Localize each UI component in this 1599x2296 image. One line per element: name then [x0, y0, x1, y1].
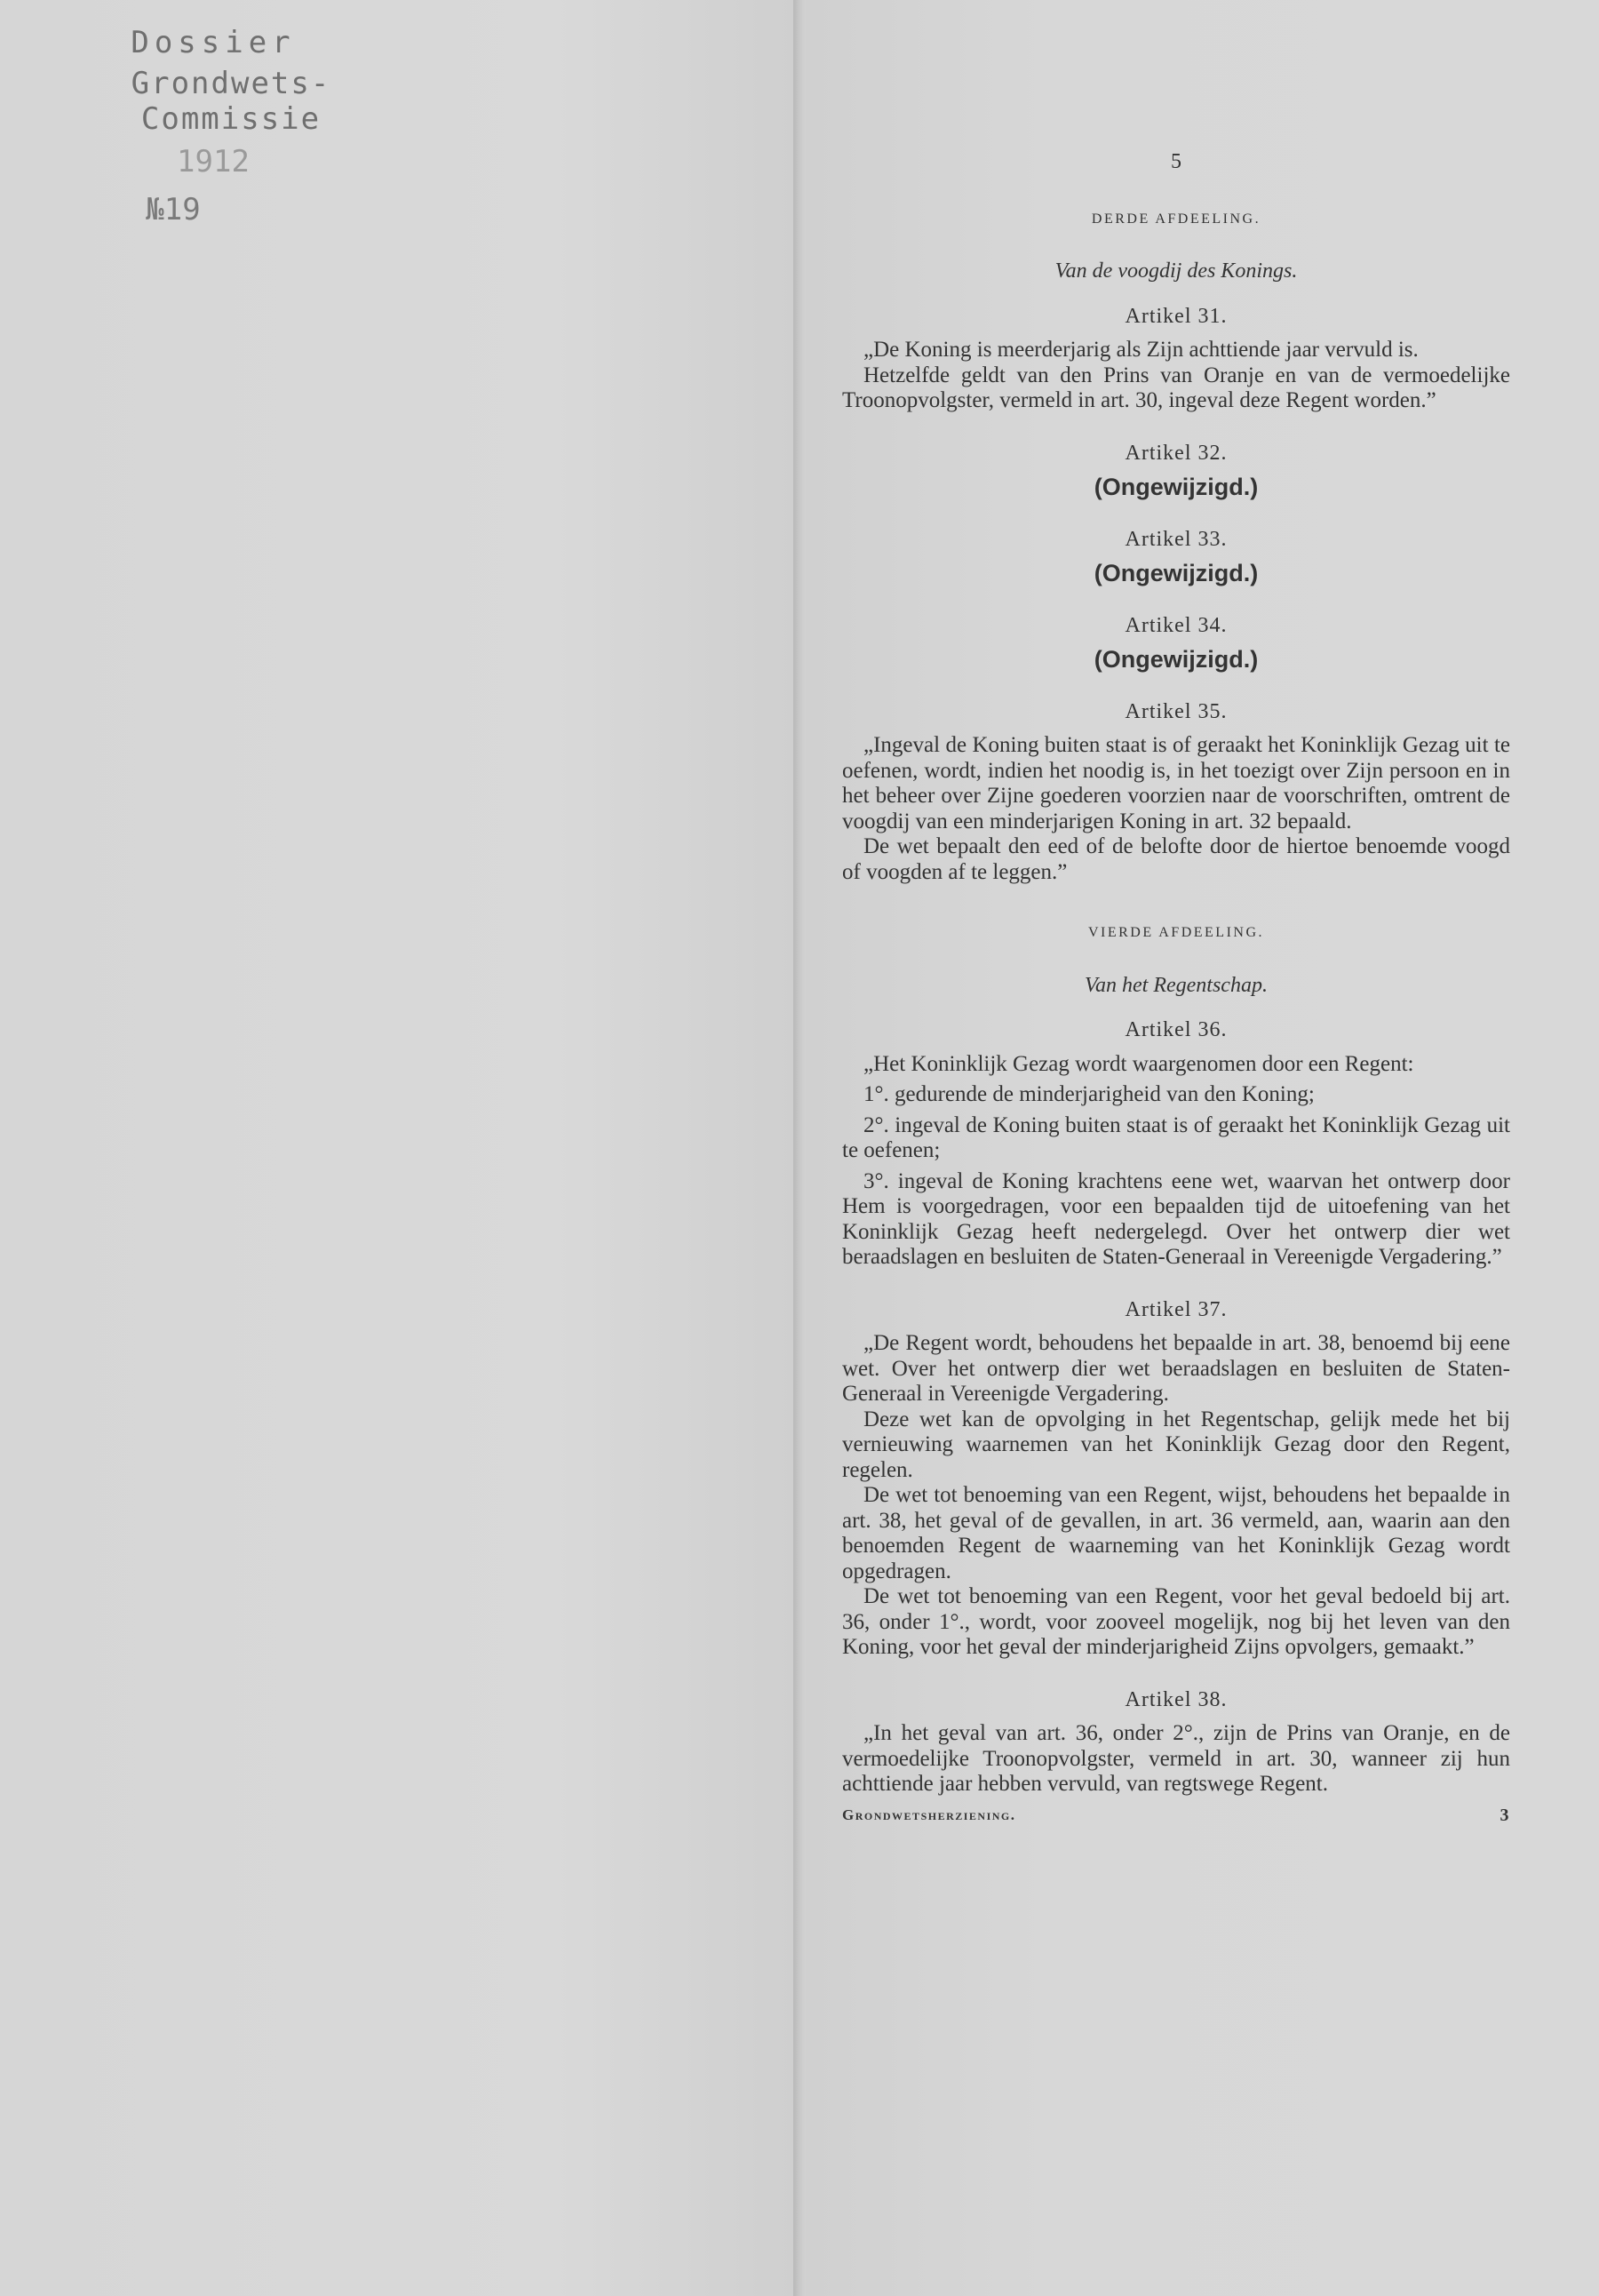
page-footer [842, 1803, 1510, 1829]
article-title: Artikel 38. [1125, 1687, 1228, 1711]
section-subtitle-voogdij: Van de voogdij des Konings. [1054, 259, 1298, 283]
page-number: 5 [1171, 150, 1181, 173]
article-31 [842, 304, 1510, 414]
article-item: 1°. gedurende de minderjarigheid van den Koning; [863, 1082, 1315, 1106]
article-36 [842, 1017, 1510, 1271]
article-title: Artikel 37. [1125, 1297, 1228, 1321]
article-paragraph: „De Koning is meerderjarig als Zijn achttiende jaar vervuld is. [863, 338, 1419, 362]
article-title: Artikel 31. [1125, 304, 1228, 328]
article-title: Artikel 36. [1125, 1018, 1228, 1041]
article-paragraph: Deze wet kan de opvolging in het Regentschap, gelijk mede het bij vernieuwing waarnemen van het Koninklijk Gezag door den Regent, regelen. [842, 1407, 1510, 1482]
section-subtitle-regentschap: Van het Regentschap. [1085, 973, 1268, 997]
article-item: 3°. ingeval de Koning krachtens eene wet, waarvan het ontwerp door Hem is voorgedragen, voor een bepaalden tijd de uitoefening van het Koninklijk Gezag heeft nedergelegd. Over het ontwerp dier wet beraadslagen en besluiten de Staten-Generaal in Vereenigde Vergadering.” [842, 1168, 1510, 1269]
sheet-number: 3 [1500, 1805, 1510, 1825]
article-title: Artikel 33. [1125, 527, 1228, 551]
stamp-line-dossier: Dossier [131, 25, 296, 60]
article-paragraph: De wet tot benoeming van een Regent, wijst, behoudens het bepaalde in art. 38, het geval of de gevallen, in art. 36 vermeld, aan, waarin aan den benoemden Regent de waarneming van het Koninklijk Gezag wordt opgedragen. [842, 1483, 1510, 1583]
article-status: (Ongewijzigd.) [1094, 560, 1259, 586]
stamp-line-year: 1912 [177, 144, 250, 179]
page-gutter [793, 0, 806, 2296]
article-paragraph: De wet tot benoeming van een Regent, voor het geval bedoeld bij art. 36, onder 1°., wordt, voor zooveel mogelijk, nog bij het leven van den Koning, voor het geval der minderjarigheid Zijns opvolgers, gemaakt.” [842, 1584, 1510, 1659]
article-paragraph: „Ingeval de Koning buiten staat is of geraakt het Koninklijk Gezag uit te oefenen, wordt, indien het noodig is, in het toezigt over Zijn persoon en in het beheer over Zijne goederen voorzien naar de voorschriften, omtrent de voogdij van een minderjarigen Koning in art. 32 bepaald. [842, 733, 1510, 833]
article-status: (Ongewijzigd.) [1094, 646, 1259, 673]
article-32 [842, 441, 1510, 500]
article-status: (Ongewijzigd.) [1094, 474, 1259, 500]
article-title: Artikel 32. [1125, 441, 1228, 465]
article-38 [842, 1687, 1510, 1798]
article-title: Artikel 35. [1125, 699, 1228, 723]
article-paragraph: De wet bepaalt den eed of de belofte door de hiertoe benoemde voogd of voogden af te leggen.” [842, 834, 1510, 884]
stamp-line-commission: Grondwets-Commissie [131, 66, 331, 137]
section-heading-vierde: VIERDE AFDEELING. [1087, 925, 1265, 940]
stamp-line-number: №19 [146, 192, 201, 227]
article-title: Artikel 34. [1125, 613, 1228, 637]
article-35 [842, 699, 1510, 886]
page-content [842, 149, 1510, 1828]
article-item: 2°. ingeval de Koning buiten staat is of geraakt het Koninklijk Gezag uit te oefenen; [842, 1112, 1510, 1162]
article-intro: „Het Koninklijk Gezag wordt waargenomen door een Regent: [863, 1051, 1414, 1076]
section-heading-derde: DERDE AFDEELING. [1091, 211, 1261, 227]
article-37 [842, 1297, 1510, 1661]
archive-stamp [44, 25, 418, 227]
article-paragraph: Hetzelfde geldt van den Prins van Oranje en van de vermoedelijke Troonopvolgster, vermeld in art. 30, ingeval deze Regent worden.” [842, 363, 1510, 412]
left-page [0, 0, 793, 2296]
article-34 [842, 613, 1510, 673]
article-33 [842, 527, 1510, 586]
article-paragraph: „In het geval van art. 36, onder 2°., zijn de Prins van Oranje, en de vermoedelijke Troonopvolgster, vermeld in art. 30, wanneer zij hun achttiende jaar hebben vervuld, van regtswege Regent. [842, 1721, 1510, 1796]
article-paragraph: „De Regent wordt, behoudens het bepaalde in art. 38, benoemd bij eene wet. Over het ontwerp dier wet beraadslagen en besluiten de Staten-Generaal in Vereenigde Vergadering. [842, 1331, 1510, 1406]
printer-signature: Grondwetsherziening. [842, 1806, 1016, 1823]
